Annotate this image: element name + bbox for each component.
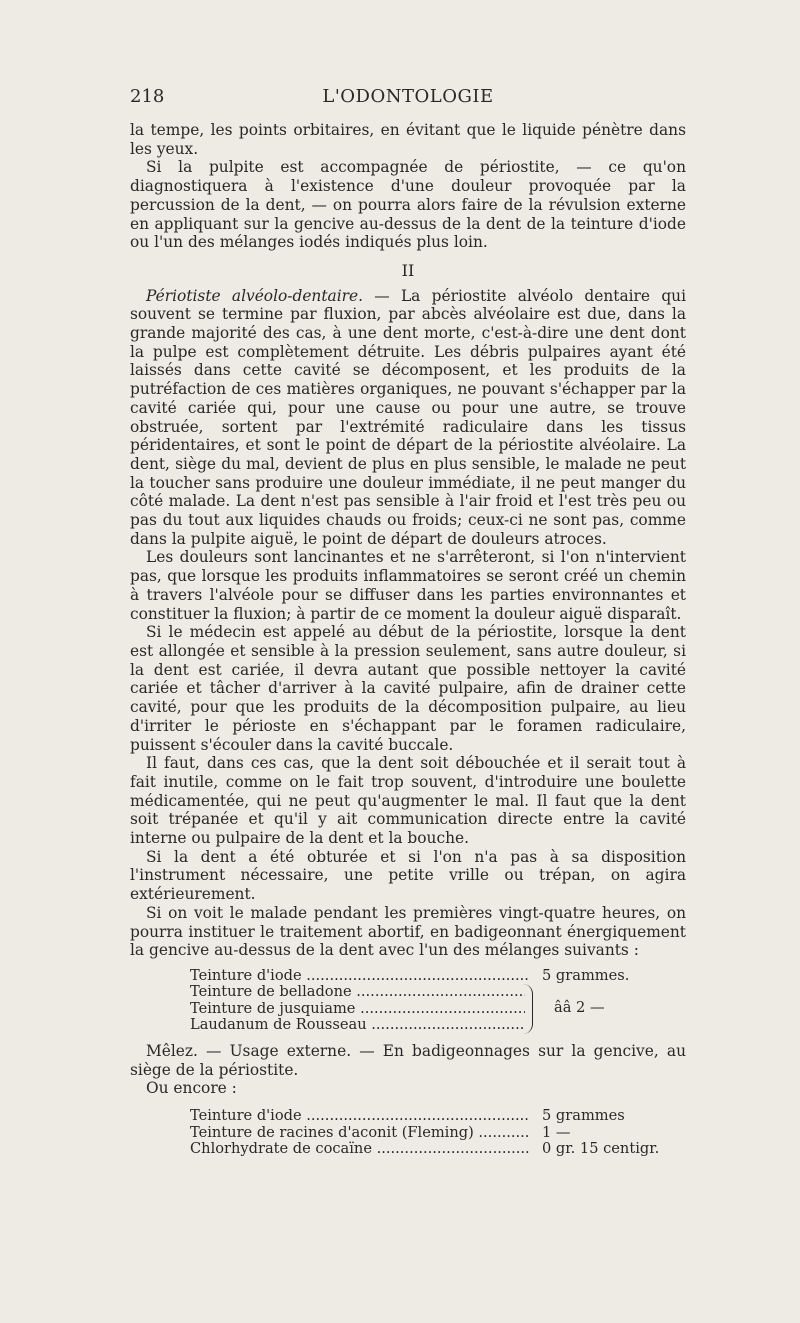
ou-encore-label: Ou encore : xyxy=(146,1079,237,1098)
running-title: L'ODONTOLOGIE xyxy=(322,86,494,107)
ingredient-name: Teinture d'iode ..... xyxy=(190,1108,530,1125)
shared-quantity: ââ 2 — xyxy=(554,999,605,1017)
recipe-row xyxy=(190,1017,660,1034)
page-header xyxy=(130,86,686,112)
ingredient-quantity: 0 gr. 15 centigr. xyxy=(542,1140,660,1158)
section-number: II xyxy=(401,260,415,280)
brace-icon xyxy=(522,984,533,1034)
paragraph: Si la pulpite est accompagnée de périostite, — ce qu'on diagnostiquera à l'existence d'une douleur provoquée par la percussion de la dent, — on pourra alors faire de la révulsion externe en appliquant sur la gencive au-dessus de la dent de la teinture d'iode ou l'un des mélanges iodés indiqués plus loin. xyxy=(130,158,686,252)
paragraph: Il faut, dans ces cas, que la dent soit débouchée et il serait tout à fait inutile, comme on le fait trop souvent, d'introduire une boulette médicamentée, qui ne peut qu'augmenter le mal. Il faut que la dent soit trépanée et qu'il y ait communication directe entre la cavité interne ou pulpaire de la dent et la bouche. xyxy=(130,754,686,848)
ingredient-name: Laudanum de Rousseau ..... xyxy=(190,1017,525,1034)
paragraph: Si la dent a été obturée et si l'on n'a pas à sa disposition l'instrument nécessaire, une petite vrille ou trépan, on agira extérieurement. xyxy=(130,847,686,904)
paragraph-periostite xyxy=(130,287,686,549)
paragraph: Si le médecin est appelé au début de la périostite, lorsque la dent est allongée et sensible à la pression seulement, sans autre douleur, si la dent est cariée, il devra autant que possible nettoyer la cavité cariée et tâcher d'arriver à la cavité pulpaire, afin de drainer cette cavité, pour que les produits de la décomposition pulpaire, au lieu d'irriter le périoste en s'échappant par le foramen radiculaire, puissent s'écouler dans la cavité buccale. xyxy=(130,623,686,754)
recipe-row xyxy=(190,968,660,985)
ingredient-quantity: 1 — xyxy=(542,1123,571,1141)
recipe-2 xyxy=(190,1108,660,1158)
ingredient-name: Chlorhydrate de cocaïne ..... xyxy=(190,1141,530,1158)
paragraph-text: — La périostite alvéolo dentaire qui souvent se termine par fluxion, par abcès alvéolaire est due, dans la grande majorité des cas, à une dent morte, c'est-à-dire une dent dont la pulpe est complètement détruite. Les débris pulpaires ayant été laissés dans cette cavité se décomposent, et les produits de la putréfaction de ces matières organiques, ne pouvant s'échapper par la cavité cariée qui, pour une cause ou pour une autre, se trouve obstruée, sortent par l'extrémité radiculaire dans les tissus péridentaires, et sont le point de départ de la périostite alvéolaire. La dent, siège du mal, devient de plus en plus sensible, le malade ne peut la toucher sans produire une douleur immédiate, il ne peut manger du côté malade. La dent n'est pas sensible à l'air froid et l'est très peu ou pas du tout aux liquides chauds ou froids; ceux-ci ne sont pas, comme dans la pulpite aiguë, le point de départ de douleurs atroces. xyxy=(130,286,687,548)
recipe-row xyxy=(190,1125,660,1142)
ingredient-name: Teinture d'iode ..... xyxy=(190,968,530,985)
recipe-row xyxy=(190,1108,660,1125)
ingredient-name: Teinture de belladone ..... xyxy=(190,984,525,1001)
recipe-1 xyxy=(190,968,660,1034)
page-body xyxy=(130,121,686,1166)
usage-instructions: Mêlez. — Usage externe. — En badigeonnages sur la gencive, au siège de la périostite. xyxy=(130,1041,686,1079)
ingredient-quantity: 5 grammes xyxy=(542,1107,625,1125)
page-number: 218 xyxy=(130,86,165,107)
recipe-row xyxy=(190,1141,660,1158)
paragraph: la tempe, les points orbitaires, en évitant que le liquide pénètre dans les yeux. xyxy=(130,121,686,158)
paragraph: Les douleurs sont lancinantes et ne s'arrêteront, si l'on n'intervient pas, que lorsque les produits inflammatoires se seront créé un chemin à travers l'alvéole pour se diffuser dans les parties environnantes et constituer la fluxion; à partir de ce moment la douleur aiguë disparaît. xyxy=(130,548,686,623)
paragraph: Si on voit le malade pendant les premières vingt-quatre heures, on pourra instituer le traitement abortif, en badigeonnant énergiquement la gencive au-dessus de la dent avec l'un des mélanges suivants : xyxy=(130,903,686,960)
section-lead: Périotiste alvéolo-dentaire. xyxy=(146,286,363,305)
recipe-brace-group xyxy=(190,984,660,1034)
ingredient-quantity: 5 grammes. xyxy=(542,966,630,984)
ingredient-name: Teinture de racines d'aconit (Fleming) ..... xyxy=(190,1125,530,1142)
ingredient-name: Teinture de jusquiame ..... xyxy=(190,1001,525,1018)
